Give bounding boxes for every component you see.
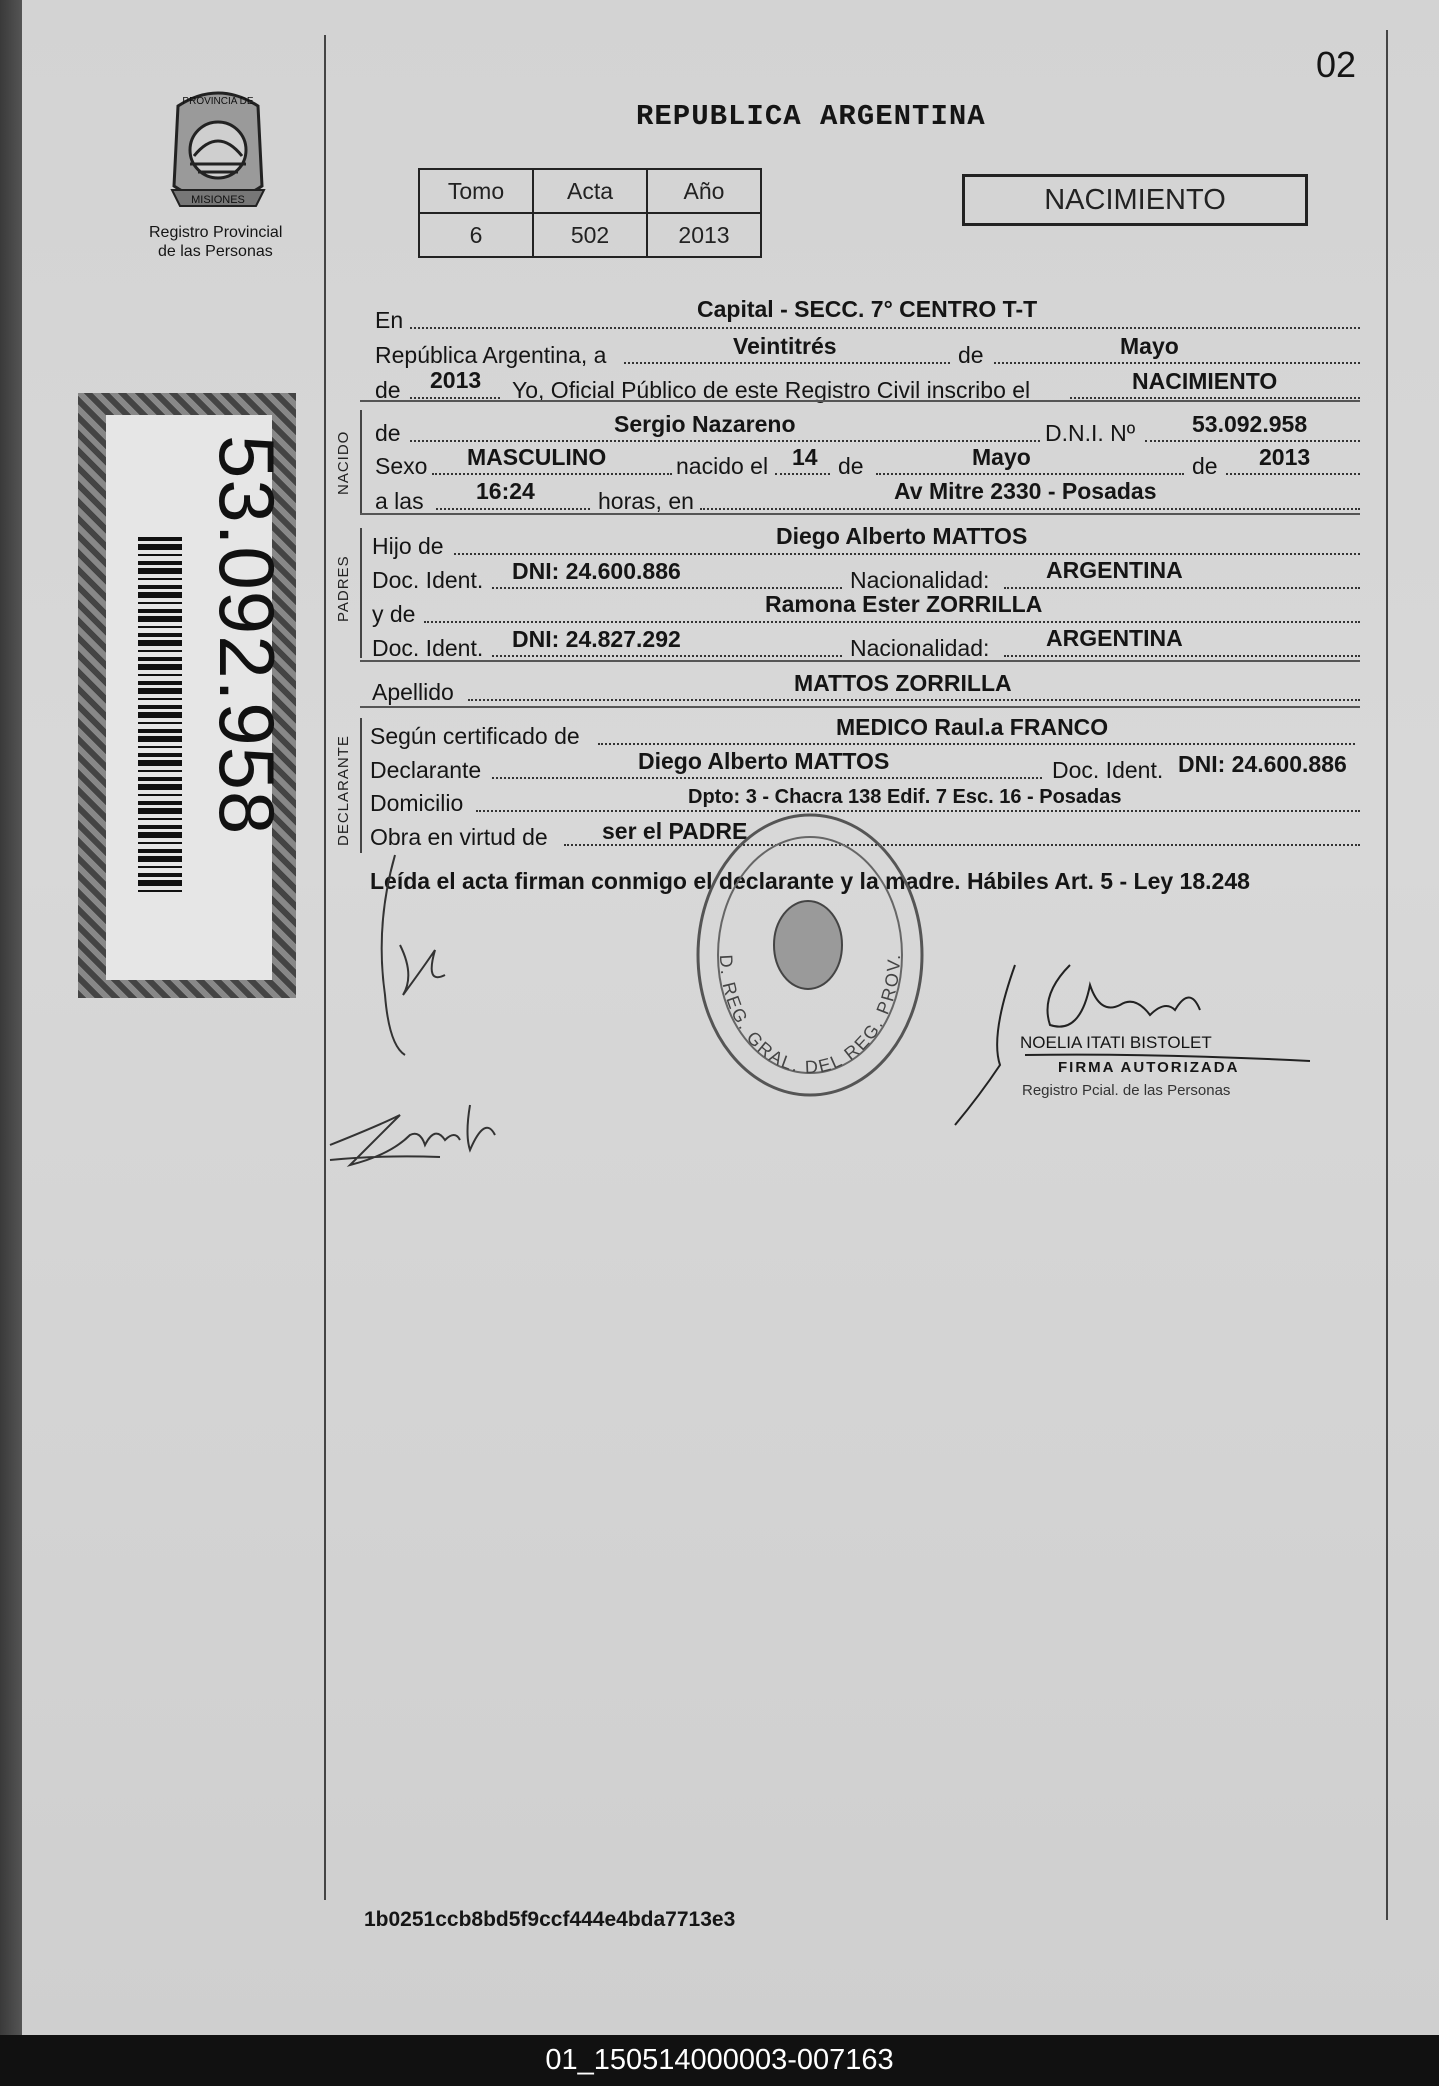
padres-bracket	[360, 528, 362, 658]
declarante-dotline	[492, 777, 1042, 779]
domicilio-value: Dpto: 3 - Chacra 138 Edif. 7 Esc. 16 - Posadas	[688, 786, 1122, 808]
anio-nac-de-label: de	[1192, 453, 1218, 479]
mes-nac-de-label: de	[838, 453, 864, 479]
leida-statement: Leída el acta firman conmigo el declarante y la madre. Hábiles Art. 5 - Ley 18.248	[370, 868, 1250, 894]
nacido-el-label: nacido el	[676, 453, 769, 479]
anio-de-label: de	[375, 377, 401, 403]
official-registry: Registro Pcial. de las Personas	[1022, 1082, 1231, 1099]
republica-label: República Argentina, a	[375, 342, 607, 368]
mes-nac-value: Mayo	[972, 444, 1031, 470]
lugar-value: Av Mitre 2330 - Posadas	[894, 478, 1157, 504]
madre-nac-value: ARGENTINA	[1046, 625, 1183, 651]
madre-doc-value: DNI: 24.827.292	[512, 626, 681, 652]
official-name: NOELIA ITATI BISTOLET	[1020, 1033, 1212, 1052]
declarant-signature	[355, 845, 465, 1065]
sexo-value: MASCULINO	[467, 444, 607, 470]
hora-label: a las	[375, 488, 424, 514]
madre-nac-dotline	[1004, 655, 1360, 657]
section-divider-3	[360, 660, 1360, 662]
declarante-doc-value: DNI: 24.600.886	[1178, 751, 1347, 777]
logo-banner-text: MISIONES	[191, 194, 245, 206]
section-nacido: NACIDO	[335, 430, 352, 495]
dni-label: D.N.I. Nº	[1045, 420, 1136, 446]
document-type-box: NACIMIENTO	[962, 174, 1308, 226]
dia-dotline	[624, 362, 950, 364]
anio-nac-dotline	[1226, 473, 1360, 475]
padre-nombre: Diego Alberto MATTOS	[776, 523, 1028, 549]
document-hash: 1b0251ccb8bd5f9ccf444e4bda7713e3	[364, 1908, 736, 1931]
sexo-dotline	[432, 473, 672, 475]
mes-nac-dotline	[876, 473, 1184, 475]
section-divider-2	[360, 513, 1360, 515]
dni-dotline	[1145, 440, 1360, 442]
registry-seal-stamp	[690, 805, 930, 1105]
barcode-frame	[78, 393, 296, 998]
anio-nac-value: 2013	[1259, 444, 1311, 470]
madre-doc-dotline	[492, 655, 842, 657]
apellido-dotline	[468, 699, 1360, 701]
declarante-doc-label: Doc. Ident.	[1052, 757, 1164, 783]
section-divider-4	[360, 706, 1360, 708]
padre-doc-label: Doc. Ident.	[372, 567, 484, 593]
barcode-number: 53.092.958	[203, 435, 291, 836]
nombre-de-label: de	[375, 420, 401, 446]
sexo-label: Sexo	[375, 453, 428, 479]
hijo-de-label: Hijo de	[372, 533, 444, 559]
header-acta: Acta	[533, 169, 647, 213]
section-padres: PADRES	[335, 555, 352, 622]
madre-nac-label: Nacionalidad:	[850, 635, 990, 661]
dni-value: 53.092.958	[1192, 411, 1308, 437]
scan-id-footer: 01_150514000003-007163	[0, 2035, 1439, 2086]
lugar-dotline	[700, 508, 1360, 510]
value-ano: 2013	[647, 213, 761, 257]
mother-signature	[320, 1085, 540, 1175]
registry-caption-line1: Registro Provincial	[149, 224, 283, 241]
nombre-value: Sergio Nazareno	[614, 411, 796, 437]
mes-de-label: de	[958, 342, 984, 368]
en-label: En	[375, 307, 404, 333]
y-de-label: y de	[372, 601, 416, 627]
hora-dotline	[436, 508, 590, 510]
madre-dotline	[424, 621, 1360, 623]
padre-nac-value: ARGENTINA	[1046, 557, 1183, 583]
yo-oficial-text: Yo, Oficial Público de este Registro Civil inscribo el	[512, 377, 1031, 403]
madre-nombre: Ramona Ester ZORRILLA	[765, 591, 1043, 617]
padre-doc-value: DNI: 24.600.886	[512, 558, 681, 584]
declarante-bracket	[360, 718, 362, 853]
logo-arc-text: PROVINCIA DE	[182, 96, 254, 107]
section-declarante: DECLARANTE	[335, 735, 352, 846]
en-value: Capital - SECC. 7° CENTRO T-T	[697, 296, 1038, 322]
declarante-value: Diego Alberto MATTOS	[638, 748, 890, 774]
en-dotline	[410, 327, 1360, 329]
padre-nac-dotline	[1004, 587, 1360, 589]
tomo-acta-ano-table	[418, 168, 762, 258]
official-title: FIRMA AUTORIZADA	[1058, 1059, 1240, 1076]
page-number: 02	[1316, 44, 1357, 85]
obra-label: Obra en virtud de	[370, 824, 548, 850]
certificado-value: MEDICO Raul.a FRANCO	[836, 714, 1109, 740]
tipo-dotline	[1070, 397, 1360, 399]
barcode	[138, 537, 182, 897]
mes-dotline	[994, 362, 1360, 364]
value-acta: 502	[533, 213, 647, 257]
mes-texto: Mayo	[1120, 333, 1179, 359]
hora-value: 16:24	[476, 478, 535, 504]
section-divider-1	[360, 400, 1360, 402]
padre-nac-label: Nacionalidad:	[850, 567, 990, 593]
tipo-value: NACIMIENTO	[1132, 368, 1278, 394]
padre-doc-dotline	[492, 587, 842, 589]
stamp-text: D. REG. GRAL. DEL REG. PROV.	[715, 952, 905, 1078]
right-margin-line	[1386, 30, 1388, 1920]
document-title: REPUBLICA ARGENTINA	[636, 100, 986, 133]
certificado-label: Según certificado de	[370, 723, 580, 749]
value-tomo: 6	[419, 213, 533, 257]
horas-en-label: horas, en	[598, 488, 694, 514]
dia-nac-value: 14	[792, 444, 818, 470]
header-ano: Año	[647, 169, 761, 213]
obra-value: ser el PADRE	[602, 818, 748, 844]
left-margin-line	[324, 35, 326, 1900]
registry-caption-line2: de las Personas	[158, 243, 273, 260]
nacido-bracket	[360, 410, 362, 515]
certificado-dotline	[598, 743, 1355, 745]
anio-acta: 2013	[430, 367, 482, 393]
domicilio-label: Domicilio	[370, 790, 464, 816]
anio-dotline	[410, 397, 500, 399]
declarante-label: Declarante	[370, 757, 482, 783]
dia-nac-dotline	[775, 473, 830, 475]
apellido-value: MATTOS ZORRILLA	[794, 670, 1012, 696]
barcode-panel	[106, 415, 291, 980]
padre-dotline	[454, 553, 1360, 555]
misiones-logo	[160, 86, 276, 218]
madre-doc-label: Doc. Ident.	[372, 635, 484, 661]
header-tomo: Tomo	[419, 169, 533, 213]
nombre-dotline	[410, 440, 1040, 442]
apellido-label: Apellido	[372, 679, 454, 705]
dia-texto: Veintitrés	[733, 333, 837, 359]
